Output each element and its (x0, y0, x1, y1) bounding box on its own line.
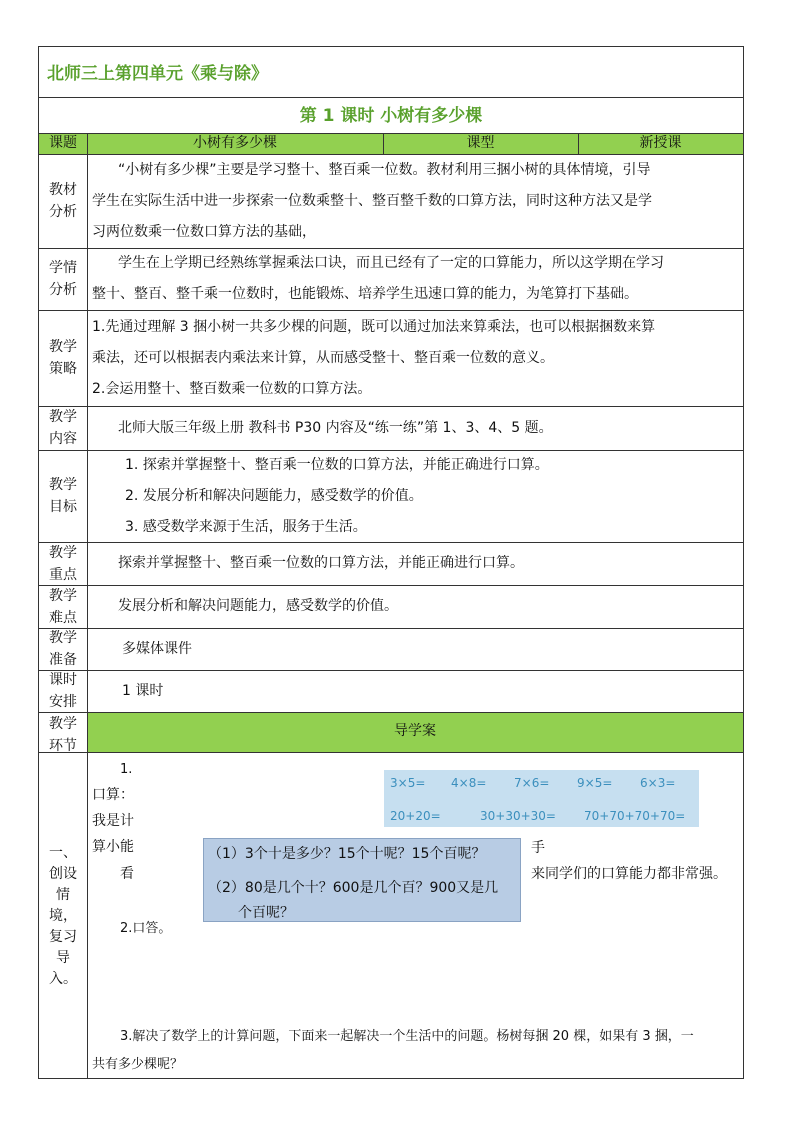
row-divider (38, 628, 744, 629)
intro-label: 一、 创设 情 境， 复习 导 入。 (49, 845, 77, 987)
divider (383, 133, 384, 154)
row-text-line: 探索并掌握整十、整百乘一位数的口算方法，并能正确进行口算。 (118, 555, 524, 571)
item1-line: 我是计 (92, 813, 134, 829)
hand-text: 手 (531, 840, 545, 856)
praise-text: 来同学们的口算能力都非常强。 (531, 866, 727, 882)
row-divider (38, 133, 744, 134)
question: 个百呢？ (238, 905, 294, 921)
item1-line: 算小能 (92, 839, 134, 855)
item1-number: 1. (120, 762, 133, 777)
row-text-line: 习两位数乘一位数口算方法的基础， (92, 223, 316, 240)
calc-item: 20+20= (390, 809, 441, 823)
section-title: 导学案 (394, 723, 436, 739)
topic-value: 小树有多少棵 (193, 135, 277, 151)
section-label: 教学 环节 (49, 716, 77, 754)
unit-title: 北师三上第四单元《乘与除》 (47, 64, 268, 84)
row-label: 教学 内容 (49, 409, 77, 447)
row-label: 学情 分析 (49, 260, 77, 298)
row-label: 课时 安排 (49, 672, 77, 710)
calc-item: 7×6= (514, 776, 550, 790)
row-divider (38, 670, 744, 671)
item3-line: 共有多少棵呢？ (92, 1057, 184, 1072)
row-divider (38, 406, 744, 407)
topic-label: 课题 (49, 135, 77, 151)
item1-line: 口算： (92, 787, 134, 803)
lesson-title: 第 1 课时 小树有多少棵 (299, 106, 483, 126)
item3-line: 3.解决了数学上的计算问题，下面来一起解决一个生活中的问题。杨树每捆 20 棵，如果有 3 捆，一 (120, 1029, 694, 1044)
row-label: 教学 重点 (49, 544, 77, 583)
row-label: 教学 目标 (49, 477, 77, 515)
row-label: 教学 准备 (49, 630, 77, 668)
row-text-line: 整十、整百、整千乘一位数时，也能锻炼、培养学生迅速口算的能力，为笔算打下基础。 (92, 286, 638, 302)
item2-text: 2.口答。 (120, 921, 172, 936)
type-label: 课型 (466, 135, 495, 151)
calc-item: 3×5= (390, 776, 426, 790)
row-divider (38, 585, 744, 586)
row-divider (38, 712, 744, 713)
calc-item: 6×3= (640, 776, 676, 790)
row-text-line: 乘法，还可以根据表内乘法来计算，从而感受整十、整百乘一位数的意义。 (92, 349, 554, 366)
divider (578, 133, 579, 154)
calc-item: 4×8= (451, 776, 487, 790)
question-box (203, 838, 521, 922)
oral-calc-box (384, 770, 699, 827)
question: （1）3个十是多少？15个十呢？15个百呢？ (208, 846, 486, 862)
calc-item: 70+70+70+70= (584, 809, 686, 823)
row-label: 教材 分析 (49, 182, 77, 220)
row-text-line: “小树有多少棵”主要是学习整十、整百乘一位数。教材利用三捆小树的具体情境，引导 (118, 161, 651, 178)
row-divider (38, 97, 744, 98)
row-text-line: 发展分析和解决问题能力，感受数学的价值。 (118, 598, 398, 614)
type-value: 新授课 (639, 135, 682, 151)
question: （2）80是几个十？600是几个百？900又是几 (208, 880, 499, 896)
row-label: 教学 难点 (49, 587, 77, 626)
row-label: 教学 策略 (49, 339, 77, 377)
item1-line: 看 (120, 866, 134, 882)
row-text-line: 多媒体课件 (122, 640, 192, 657)
row-text-line: 2. 发展分析和解决问题能力，感受数学的价值。 (125, 487, 423, 504)
label-column-divider (87, 133, 88, 1079)
row-text-line: 2.会运用整十、整百数乘一位数的口算方法。 (92, 380, 372, 397)
row-text-line: 3. 感受数学来源于生活，服务于生活。 (125, 518, 367, 535)
row-divider (38, 752, 744, 753)
calc-item: 9×5= (577, 776, 613, 790)
row-text-line: 1 课时 (122, 682, 164, 699)
row-text-line: 学生在上学期已经熟练掌握乘法口诀，而且已经有了一定的口算能力，所以这学期在学习 (118, 255, 664, 271)
row-text-line: 学生在实际生活中进一步探索一位数乘整十、整百整千数的口算方法，同时这种方法又是学 (92, 192, 652, 209)
row-text-line: 1. 探索并掌握整十、整百乘一位数的口算方法，并能正确进行口算。 (125, 456, 549, 473)
calc-item: 30+30+30= (480, 809, 556, 823)
row-text-line: 北师大版三年级上册 教科书 P30 内容及“练一练”第 1、3、4、5 题。 (118, 419, 553, 436)
row-text-line: 1.先通过理解 3 捆小树一共多少棵的问题，既可以通过加法来算乘法，也可以根据捆数来算 (92, 318, 656, 335)
